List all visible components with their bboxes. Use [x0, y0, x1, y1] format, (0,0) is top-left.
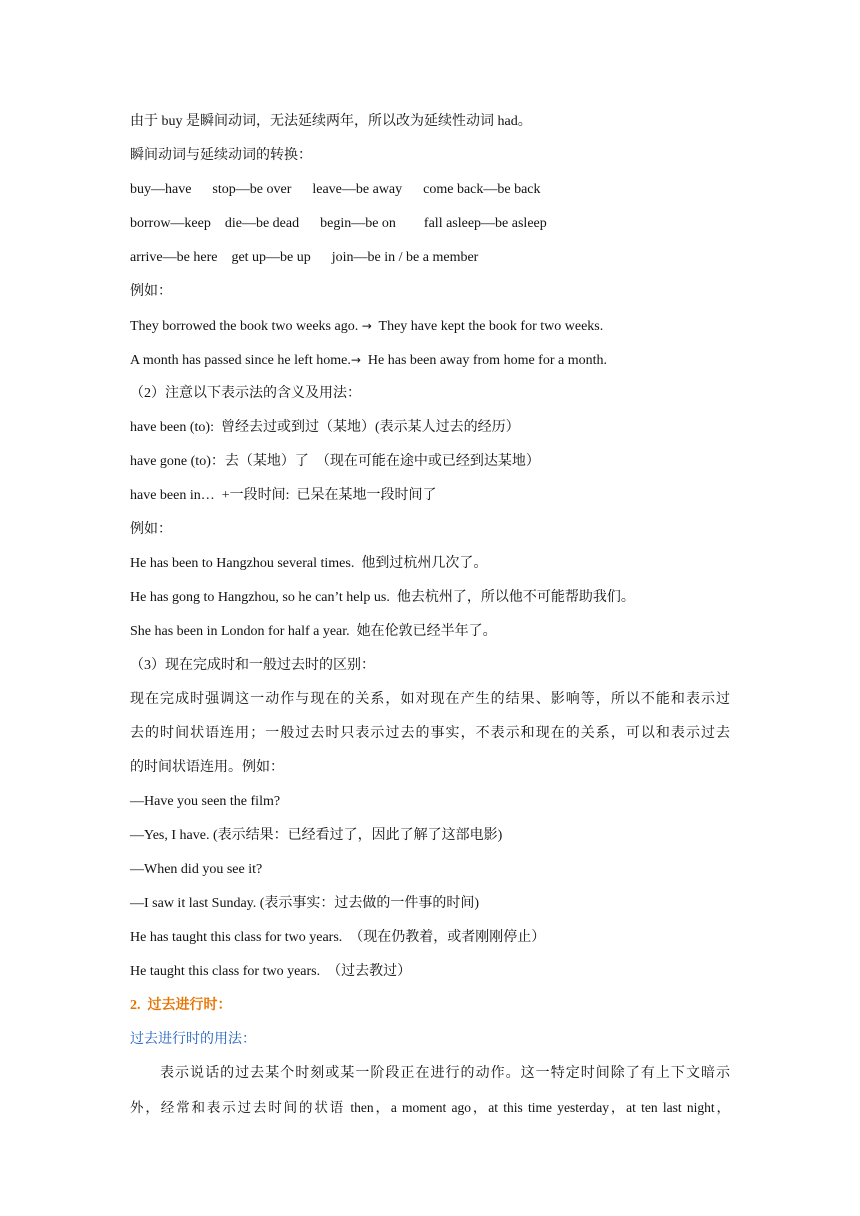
text-line: 由于 buy 是瞬间动词，无法延续两年，所以改为延续性动词 had。: [130, 114, 532, 129]
example-sentence: He has been to Hangzhou several times. 他到过杭州几次了。: [130, 556, 488, 571]
verb-pair-row: borrow—keep die—be dead begin—be on fall asleep—be asleep: [130, 216, 547, 231]
paragraph-line: 现在完成时强调这一动作与现在的关系，如对现在产生的结果、影响等，所以不能和表示过: [130, 692, 730, 707]
verb-pair-row: buy—have stop—be over leave—be away come back—be back: [130, 182, 541, 197]
example-text: They have kept the book for two weeks.: [371, 319, 604, 334]
subsection-heading: 过去进行时的用法：: [130, 1032, 256, 1047]
paragraph-line: 的时间状语连用。例如：: [130, 760, 284, 775]
text-line: 瞬间动词与延续动词的转换：: [130, 148, 312, 163]
example-text: He has been away from home for a month.: [360, 353, 607, 368]
example-sentence: He has taught this class for two years. （现在仍教着，或者刚刚停止）: [130, 930, 546, 945]
paragraph-line: 外，经常和表示过去时间的状语 then，a moment ago，at this time yesterday，at ten last night，: [130, 1100, 730, 1115]
example-sentence: He has gong to Hangzhou, so he can’t help us. 他去杭州了，所以他不可能帮助我们。: [130, 590, 635, 605]
dialogue-line: —Have you seen the film?: [130, 794, 281, 809]
arrow-icon: →: [350, 353, 361, 367]
text-line: have been in… +一段时间: 已呆在某地一段时间了: [130, 488, 437, 503]
example-text: A month has passed since he left home.: [130, 353, 351, 368]
example-sentence: She has been in London for half a year. 她在伦敦已经半年了。: [130, 624, 497, 639]
arrow-icon: →: [361, 319, 372, 333]
example-sentence: [130, 350, 730, 371]
example-label: 例如：: [130, 522, 172, 537]
text-line: have gone (to)：去（某地）了 （现在可能在途中或已经到达某地）: [130, 454, 540, 469]
dialogue-line: —When did you see it?: [130, 862, 263, 877]
verb-pair-row: arrive—be here get up—be up join—be in / be a member: [130, 250, 479, 265]
dialogue-line: —I saw it last Sunday. (表示事实：过去做的一件事的时间): [130, 896, 480, 911]
section-label: （3）现在完成时和一般过去时的区别：: [130, 658, 375, 673]
text-line: have been (to): 曾经去过或到过（某地）(表示某人过去的经历）: [130, 420, 520, 435]
paragraph-line: 表示说话的过去某个时刻或某一阶段正在进行的动作。这一特定时间除了有上下文暗示: [160, 1066, 730, 1081]
paragraph-line: 去的时间状语连用；一般过去时只表示过去的事实，不表示和现在的关系，可以和表示过去: [130, 726, 730, 741]
example-sentence: He taught this class for two years. （过去教过）: [130, 964, 412, 979]
example-label: 例如：: [130, 284, 172, 299]
section-heading: 2. 过去进行时：: [130, 998, 232, 1013]
example-text: They borrowed the book two weeks ago.: [130, 319, 362, 334]
section-label: （2）注意以下表示法的含义及用法：: [130, 386, 361, 401]
dialogue-line: —Yes, I have. (表示结果：已经看过了，因此了解了这部电影): [130, 828, 503, 843]
example-sentence: [130, 316, 730, 337]
